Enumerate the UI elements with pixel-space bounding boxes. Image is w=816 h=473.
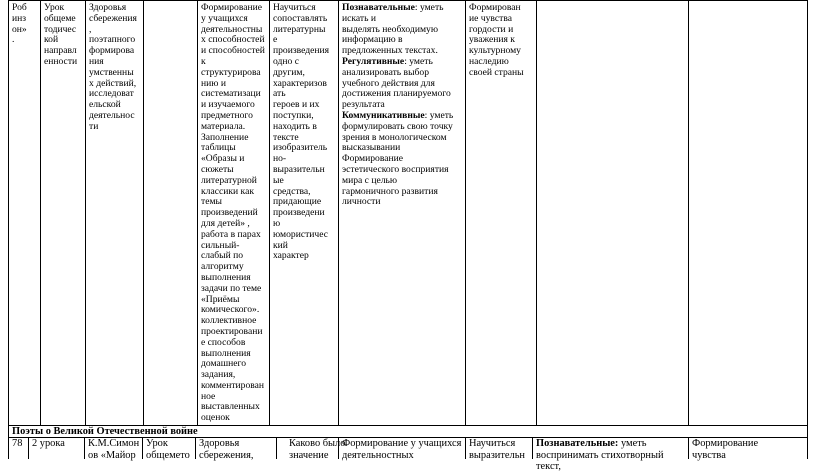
uud-cognitive-text: уметь воспринимать стихотворный текст, (536, 438, 664, 473)
problem-question-cell: Каково было значение (289, 438, 346, 461)
column-divider (143, 0, 144, 425)
activities-cell: Формирование у учащихся деятельностны х способностей и способностей к структурирова нию и систематизаци и изучаемого предметного материала. Заполнение таблицы «Образы и сюжеты литературной классики как темы произведений для детей» , работа в парах сильный- слабый по алгоритму выполнения задачи по теме «Приёмы комического». коллективное проектировани е способов выполнения домашнего задания, комментирован ное выставленных оценок (201, 2, 265, 424)
uud-cell (342, 3, 464, 208)
lesson-type-cell: Урок общеме тодичес кой направл енности (44, 2, 78, 67)
uud-cognitive-text: : уметь искать и выделять необходимую информацию в предложенных текстах. (342, 2, 444, 57)
uud-regulatory-text: : уметь анализировать выбор учебного действия для достижения планируемого результата (342, 55, 451, 111)
activities-cell: Формирование у учащихся деятельностных (342, 438, 462, 461)
column-divider (84, 437, 85, 459)
column-divider (688, 437, 689, 459)
personal-outcomes-cell: Формирован ие чувства гордости и уважения к культурному наследию своей страны (469, 2, 524, 78)
lesson-title-cell: Роб инз он» . (12, 2, 27, 46)
uud-cell (536, 438, 686, 473)
column-divider (465, 0, 466, 425)
subject-outcomes-cell: Научиться сопоставлять литературны е произведения одно с другим, характеризов ать героев и их поступки, находить в тексте изобразитель но- выразительн ые средства, придающие произведени ю юмористичес кий характер (273, 2, 330, 262)
column-divider (338, 0, 339, 425)
column-divider (142, 437, 143, 459)
hours-cell: 2 урока (32, 438, 65, 449)
column-divider (536, 0, 537, 425)
column-divider (8, 0, 9, 459)
uud-cognitive-label: Познавательные: (536, 438, 619, 449)
section-title: Поэты о Великой Отечественной войне (12, 426, 198, 437)
personal-outcomes-cell: Формирование чувства (692, 438, 759, 461)
uud-communicative-label: Коммуникативные (342, 109, 425, 121)
column-divider (28, 437, 29, 459)
lesson-topic-cell: К.М.Симон ов «Майор (88, 438, 140, 461)
subject-outcomes-cell: Научиться выразительн (469, 438, 525, 461)
lesson-number-cell: 78 (12, 438, 23, 449)
column-divider (195, 437, 196, 459)
column-divider (85, 0, 86, 425)
column-divider (276, 437, 277, 459)
column-divider (197, 0, 198, 425)
technologies-cell: Здоровья сбережения , поэтапного формирова ния умственны х действий, исследоват ельской деятельнос ти (89, 2, 137, 132)
uud-cognitive-label: Познавательные (342, 2, 415, 13)
technologies-cell: Здоровья сбережения, (199, 438, 254, 461)
column-divider (532, 437, 533, 459)
lesson-type-cell: Урок общемето (146, 438, 190, 461)
uud-communicative-text: : уметь формулировать свою точку зрения в монологическом высказывании Формирование эстетического восприятия мира с целью гармоничного развития личности (342, 109, 454, 208)
column-divider (269, 0, 270, 425)
column-divider (40, 0, 41, 425)
column-divider (807, 0, 808, 459)
uud-regulatory-label: Регулятивные (342, 55, 405, 67)
column-divider (465, 437, 466, 459)
column-divider (688, 0, 689, 425)
